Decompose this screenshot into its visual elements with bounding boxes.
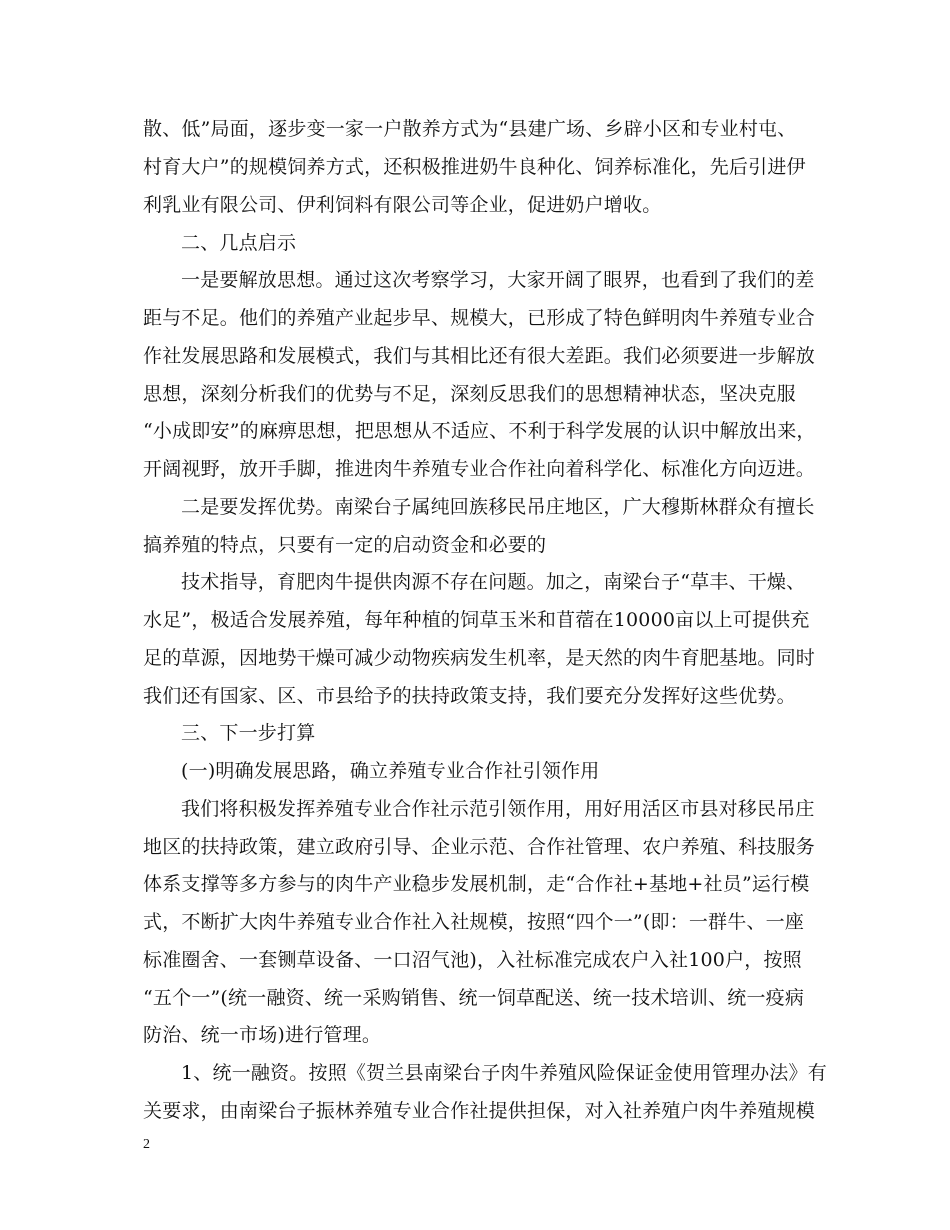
- text-line: 水足”，极适合发展养殖，每年种植的饲草玉米和苜蓿在10000亩以上可提供充: [143, 609, 810, 631]
- text-line: 体系支撑等多方参与的肉牛产业稳步发展机制，走“合作社+基地+社员”运行模: [143, 873, 810, 895]
- text-line: 村育大户”的规模饲养方式，还积极推进奶牛良种化、饲养标准化，先后引进伊: [143, 156, 806, 178]
- subsection-heading: (一)明确发展思路，确立养殖专业合作社引领作用: [181, 760, 600, 782]
- text-line: 作社发展思路和发展模式，我们与其相比还有很大差距。我们必须要进一步解放: [143, 345, 816, 367]
- text-line: 地区的扶持政策，建立政府引导、企业示范、合作社管理、农户养殖、科技服务: [143, 836, 816, 858]
- text-line: 利乳业有限公司、伊利饲料有限公司等企业，促进奶户增收。: [143, 194, 662, 216]
- text-line: 搞养殖的特点，只要有一定的启动资金和必要的: [143, 534, 547, 556]
- text-line: 技术指导，育肥肉牛提供肉源不存在问题。加之，南梁台子“草丰、干燥、: [181, 571, 806, 593]
- text-line: 标准圈舍、一套铡草设备、一口沼气池)，入社标准完成农户入社100户，按照: [143, 949, 802, 971]
- text-line: 距与不足。他们的养殖产业起步早、规模大，已形成了特色鲜明肉牛养殖专业合: [143, 307, 816, 329]
- section-heading: 二、几点启示: [181, 232, 297, 254]
- text-line: “小成即安”的麻痹思想，把思想从不适应、不利于科学发展的认识中解放出来，: [143, 420, 816, 442]
- text-line: “五个一”(统一融资、统一采购销售、统一饲草配送、统一技术培训、统一疫病: [143, 987, 805, 1009]
- text-line: 我们还有国家、区、市县给予的扶持政策支持，我们要充分发挥好这些优势。: [143, 685, 796, 707]
- text-line: 二是要发挥优势。南梁台子属纯回族移民吊庄地区，广大穆斯林群众有擅长: [181, 496, 815, 518]
- text-line: 散、低”局面，逐步变一家一户散养方式为“县建广场、乡辟小区和专业村屯、: [143, 118, 797, 140]
- text-line: 一是要解放思想。通过这次考察学习，大家开阔了眼界，也看到了我们的差: [181, 269, 815, 291]
- text-line: 防治、统一市场)进行管理。: [143, 1024, 382, 1046]
- text-line: 我们将积极发挥养殖专业合作社示范引领作用，用好用活区市县对移民吊庄: [181, 798, 815, 820]
- page-number: 2: [143, 1137, 150, 1152]
- section-heading: 三、下一步打算: [181, 722, 316, 744]
- text-line: 式，不断扩大肉牛养殖专业合作社入社规模，按照“四个一”(即：一群牛、一座: [143, 911, 805, 933]
- text-line: 足的草源，因地势干燥可减少动物疾病发生机率，是天然的肉牛育肥基地。同时: [143, 647, 816, 669]
- text-line: 关要求，由南梁台子振林养殖专业合作社提供担保，对入社养殖户肉牛养殖规模: [143, 1100, 816, 1122]
- text-line: 思想，深刻分析我们的优势与不足，深刻反思我们的思想精神状态，坚决克服: [143, 383, 796, 405]
- text-line: 1、统一融资。按照《贺兰县南梁台子肉牛养殖风险保证金使用管理办法》有: [181, 1062, 827, 1084]
- text-line: 开阔视野，放开手脚，推进肉牛养殖专业合作社向着科学化、标准化方向迈进。: [143, 458, 816, 480]
